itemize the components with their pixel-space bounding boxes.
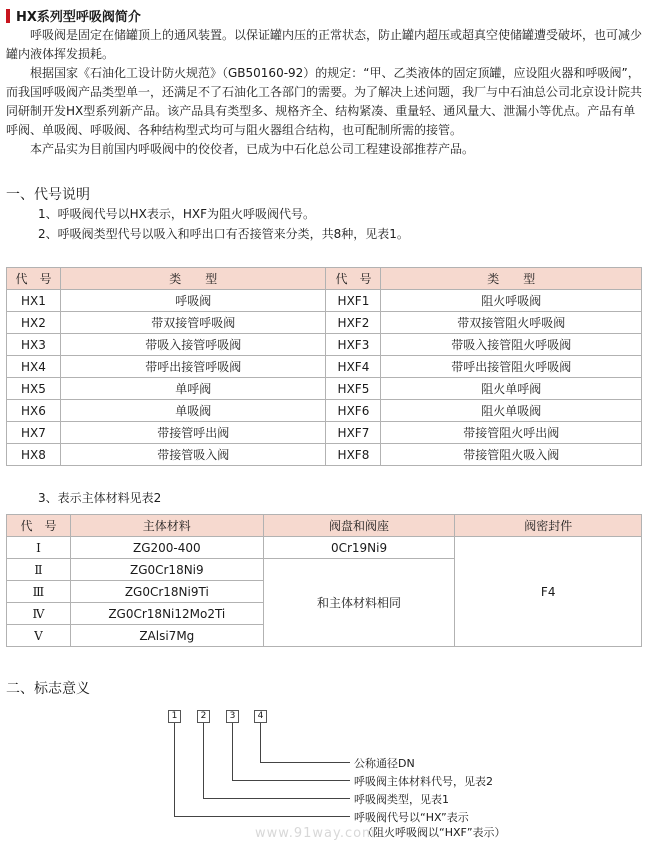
table-cell: HX1 [7,290,61,312]
body-material: ZG200-400 [70,537,263,559]
marking-box-4: 4 [254,710,267,723]
intro-paragraph-2: 根据国家《石油化工设计防火规范》（GB50160-92）的规定：“甲、乙类液体的固定顶罐，应设阻火器和呼吸阀”，而我国呼吸阀产品类型单一，还满足不了石油化工各部门的需要。为了解决上述问题，我厂与中石油总公司北京设计院共同研制开发HX型系列新产品。该产品具有类型多、规格齐全、结构紧凑、重量轻、通风量大、泄漏小等优点。产品有单呼阀、单吸阀、呼吸阀、各种结构型式均可与阻火器组合结构，也可配制所需的接管。 [6,66,643,137]
page-title: HX系列型呼吸阀简介 [16,10,141,25]
table-row [7,537,642,559]
header-code: 代 号 [326,268,381,290]
leader-line-4 [261,723,351,763]
leader-line-3 [233,723,351,781]
table-row [7,334,642,356]
section-2-heading: 二、标志意义 [6,681,90,697]
table-cell: 阻火单呼阀 [381,378,642,400]
header-type: 类 型 [381,268,642,290]
disc-seat-material: 0Cr19Ni9 [263,537,455,559]
table-cell: HX5 [7,378,61,400]
material-code: Ⅱ [7,559,71,581]
table-cell: HXF2 [326,312,381,334]
leader-line-2 [204,723,351,799]
table-cell: 带呼出接管阻火呼吸阀 [381,356,642,378]
table-cell: 阻火呼吸阀 [381,290,642,312]
table-row [7,312,642,334]
table-cell: 带双接管阻火呼吸阀 [381,312,642,334]
body-material: ZG0Cr18Ni9Ti [70,581,263,603]
table-cell: HXF6 [326,400,381,422]
table-cell: 带吸入接管阻火呼吸阀 [381,334,642,356]
section-1-heading: 一、代号说明 [6,187,90,203]
marking-box-3: 3 [226,710,239,723]
seal-material: F4 [455,537,642,647]
title-accent-bar [6,9,10,23]
table-cell: HX4 [7,356,61,378]
table-row [7,422,642,444]
table-cell: 带双接管呼吸阀 [60,312,326,334]
table-cell: HXF8 [326,444,381,466]
table-header-row [7,515,642,537]
table-header-row [7,268,642,290]
section-1-note-1: 1、呼吸阀代号以HX表示，HXF为阻火呼吸阀代号。 [38,207,316,221]
header-disc-seat: 阀盘和阀座 [263,515,455,537]
table-cell: HXF5 [326,378,381,400]
intro-text [6,26,642,159]
table-row [7,290,642,312]
header-body-material: 主体材料 [70,515,263,537]
table-cell: 阻火单吸阀 [381,400,642,422]
watermark: www.91way.com [255,826,376,841]
title-row [6,6,141,25]
table-cell: 单呼阀 [60,378,326,400]
table-cell: HXF1 [326,290,381,312]
table-cell: HXF4 [326,356,381,378]
section-1-note-2: 2、呼吸阀类型代号以吸入和呼出口有否接管来分类，共8种，见表1。 [38,227,409,241]
intro-paragraph-3: 本产品实为目前国内呼吸阀中的佼佼者，已成为中石化总公司工程建设部推荐产品。 [30,142,475,156]
annotation-valve-type: 呼吸阀类型，见表1 [354,793,449,806]
table-cell: 带接管吸入阀 [60,444,326,466]
table-cell: HXF7 [326,422,381,444]
disc-seat-material: 和主体材料相同 [263,559,455,647]
body-material: ZG0Cr18Ni12Mo2Ti [70,603,263,625]
body-material: ZAlsi7Mg [70,625,263,647]
table-cell: HX2 [7,312,61,334]
header-type: 类 型 [60,268,326,290]
table-cell: 呼吸阀 [60,290,326,312]
marking-box-1: 1 [168,710,181,723]
header-code: 代 号 [7,515,71,537]
table-row [7,400,642,422]
material-code: Ⅴ [7,625,71,647]
material-code: Ⅳ [7,603,71,625]
annotation-flame-arrester-code: （阻火呼吸阀以“HXF”表示） [362,826,506,839]
header-seal: 阀密封件 [455,515,642,537]
annotation-valve-code: 呼吸阀代号以“HX”表示 [354,811,469,824]
table-row [7,444,642,466]
material-code: Ⅲ [7,581,71,603]
section-1-note-3: 3、表示主体材料见表2 [38,491,162,505]
table-row [7,378,642,400]
table-cell: HX3 [7,334,61,356]
material-table [6,514,642,647]
table-cell: 带吸入接管呼吸阀 [60,334,326,356]
annotation-nominal-diameter: 公称通径DN [354,757,415,770]
annotation-body-material: 呼吸阀主体材料代号，见表2 [354,775,493,788]
header-code: 代 号 [7,268,61,290]
table-cell: 带接管阻火吸入阀 [381,444,642,466]
table-cell: 带呼出接管呼吸阀 [60,356,326,378]
type-code-table [6,267,642,466]
body-material: ZG0Cr18Ni9 [70,559,263,581]
marking-box-2: 2 [197,710,210,723]
table-cell: HX8 [7,444,61,466]
table-cell: HX6 [7,400,61,422]
material-code: Ⅰ [7,537,71,559]
intro-paragraph-1: 呼吸阀是固定在储罐顶上的通风装置。以保证罐内压的正常状态，防止罐内超压或超真空使储罐遭受破坏，也可减少罐内液体挥发损耗。 [6,28,643,61]
table-cell: 单吸阀 [60,400,326,422]
table-cell: 带接管呼出阀 [60,422,326,444]
leader-line-1 [175,723,351,817]
table-cell: 带接管阻火呼出阀 [381,422,642,444]
table-row [7,356,642,378]
table-cell: HXF3 [326,334,381,356]
table-cell: HX7 [7,422,61,444]
